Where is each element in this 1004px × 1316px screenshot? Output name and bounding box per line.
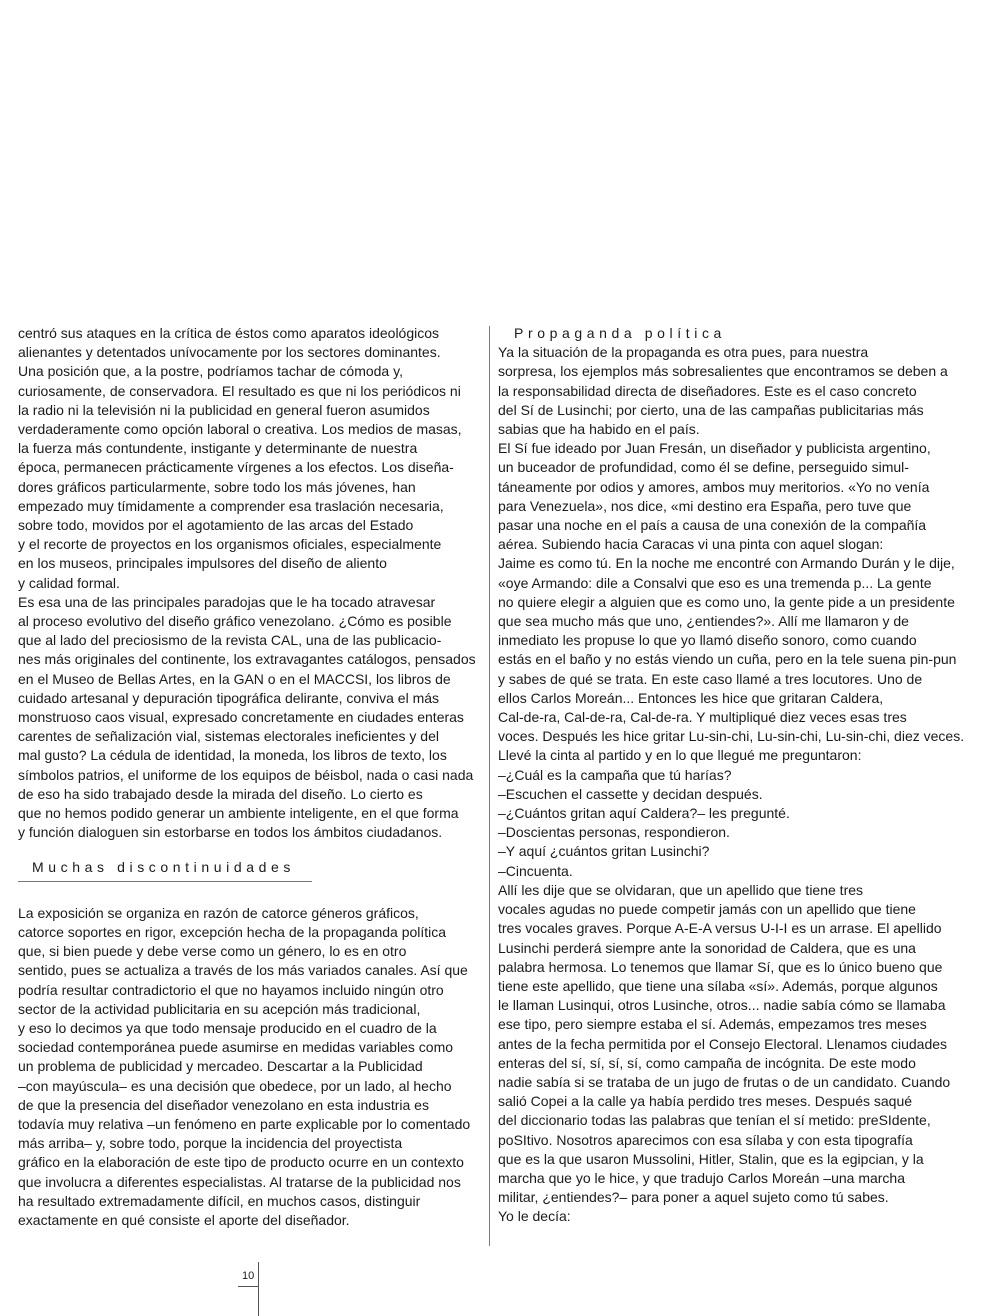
right-column — [498, 324, 974, 1227]
text-line: empezado muy tímidamente a comprender esa traslación necesaria, — [18, 497, 444, 514]
text-line: en los museos, principales impulsores del diseño de aliento — [18, 555, 387, 572]
text-line: militar, ¿entiendes?– para poner a aquel sujeto como tú sabes. — [498, 1189, 889, 1206]
text-line: y el recorte de proyectos en los organismos oficiales, especialmente — [18, 536, 442, 553]
text-line: mal gusto? La cédula de identidad, la moneda, los libros de texto, los — [18, 747, 447, 764]
text-line: –Y aquí ¿cuántos gritan Lusinchi? — [498, 843, 710, 860]
text-line: un buceador de profundidad, como él se define, perseguido simul- — [498, 459, 909, 476]
text-line: antes de la fecha permitida por el Consejo Electoral. Llenamos ciudades — [498, 1035, 948, 1052]
text-line: la responsabilidad directa de diseñadores. Este es el caso concreto — [498, 382, 917, 399]
text-line: alienantes y detentados unívocamente por los sectores dominantes. — [18, 344, 441, 361]
text-line: Una posición que, a la postre, podríamos tachar de cómoda y, — [18, 363, 403, 380]
text-line: la fuerza más contundente, instigante y determinante de nuestra — [18, 440, 418, 457]
text-line: un problema de publicidad y mercadeo. Descartar a la Publicidad — [18, 1058, 423, 1075]
text-line: Es esa una de las principales paradojas que le ha tocado atravesar — [18, 593, 436, 610]
text-line: le llaman Lusinqui, otros Lusinche, otros... nadie sabía cómo se llamaba — [498, 997, 946, 1014]
text-line: y calidad formal. — [18, 574, 120, 591]
text-line: dores gráficos particularmente, sobre todo los más jóvenes, han — [18, 478, 416, 495]
text-line: sector de la actividad publicitaria en su acepción más tradicional, — [18, 1000, 421, 1017]
text-line: Cal-de-ra, Cal-de-ra, Cal-de-ra. Y multipliqué diez veces esas tres — [498, 709, 907, 726]
page-number: 10 — [238, 1268, 259, 1287]
text-line: más arriba– y, sobre todo, porque la incidencia del proyectista — [18, 1135, 403, 1152]
text-line: nes más originales del continente, los extravagantes catálogos, pensados — [18, 651, 476, 668]
column-divider — [489, 326, 490, 1246]
text-line: pasar una noche en el país a causa de una conexión de la compañía — [498, 517, 927, 534]
text-line: del Sí de Lusinchi; por cierto, una de las campañas publicitarias más — [498, 401, 924, 418]
text-line: símbolos patrios, el uniforme de los equipos de béisbol, nada o casi nada — [18, 766, 474, 783]
text-line: que involucra a diferentes especialistas. Al tratarse de la publicidad nos — [18, 1173, 461, 1190]
text-line: época, permanecen prácticamente vírgenes a los efectos. Los diseña- — [18, 459, 454, 476]
text-line: y sabes de qué se trata. En este caso llamé a tres locutores. Uno de — [498, 670, 923, 687]
text-line: sobre todo, movidos por el agotamiento de las arcas del Estado — [18, 517, 414, 534]
text-line: –Cincuenta. — [498, 862, 573, 879]
text-line: vocales agudas no puede competir jamás con un apellido que tiene — [498, 901, 916, 918]
text-line: ellos Carlos Moreán... Entonces les hice que gritaran Caldera, — [498, 689, 884, 706]
text-line: sociedad contemporánea puede asumirse en medidas variables como — [18, 1039, 454, 1056]
text-line: El Sí fue ideado por Juan Fresán, un diseñador y publicista argentino, — [498, 440, 931, 457]
text-line: –Doscientas personas, respondieron. — [498, 824, 730, 841]
text-line: que, si bien puede y debe verse como un género, lo es en otro — [18, 943, 407, 960]
left-paragraph-block-2 — [18, 904, 488, 1230]
text-line: salió Copei a la calle ya había perdido tres meses. Después saqué — [498, 1093, 913, 1110]
text-line: –Escuchen el cassette y decidan después. — [498, 785, 763, 802]
text-line: que sea mucho más que uno, ¿entiendes?». Allí me llamaron y de — [498, 613, 909, 630]
text-line: que es la que usaron Mussolini, Hitler, Stalin, que es la egipcian, y la — [498, 1150, 924, 1167]
text-line: –¿Cuántos gritan aquí Caldera?– les pregunté. — [498, 805, 790, 822]
text-line: monstruoso caos visual, expresado concretamente en ciudades enteras — [18, 709, 464, 726]
text-line: para Venezuela», nos dice, «mi destino era España, pero tuve que — [498, 497, 912, 514]
section-heading-muchas-discontinuidades: Muchas discontinuidades — [18, 858, 312, 881]
text-line: todavía muy relativa –un fenómeno en parte explicable por lo comentado — [18, 1115, 471, 1132]
text-line: que al lado del preciosismo de la revista CAL, una de las publicacio- — [18, 632, 442, 649]
text-line: La exposición se organiza en razón de catorce géneros gráficos, — [18, 904, 419, 921]
text-line: que no hemos podido generar un ambiente inteligente, en el que forma — [18, 805, 459, 822]
text-line: sorpresa, los ejemplos más sobresalientes que encontramos se deben a — [498, 363, 948, 380]
text-line: Allí les dije que se olvidaran, que un apellido que tiene tres — [498, 881, 864, 898]
text-line: nadie sabía si se trataba de un jugo de frutas o de un candidato. Cuando — [498, 1073, 951, 1090]
text-line: tres vocales graves. Porque A-E-A versus U-I-I es un arrase. El apellido — [498, 920, 942, 937]
text-line: «oye Armando: dile a Consalvi que eso es una tremenda p... La gente — [498, 574, 932, 591]
text-line: ha resultado extremadamente difícil, en muchos casos, distinguir — [18, 1192, 421, 1209]
text-line: carentes de señalización vial, sistemas electorales ineficientes y del — [18, 728, 439, 745]
text-line: al proceso evolutivo del diseño gráfico venezolano. ¿Cómo es posible — [18, 613, 452, 630]
text-line: exactamente en qué consiste el aporte del diseñador. — [18, 1211, 350, 1228]
text-line: inmediato les propuse lo que yo llamó diseño sonoro, como cuando — [498, 632, 917, 649]
text-line: voces. Después les hice gritar Lu-sin-chi, Lu-sin-chi, Lu-sin-chi, diez veces. — [498, 728, 965, 745]
text-line: de que la presencia del diseñador venezolano en esta industria es — [18, 1096, 429, 1113]
text-line: catorce soportes en rigor, excepción hecha de la propaganda política — [18, 923, 447, 940]
text-line: Jaime es como tú. En la noche me encontré con Armando Durán y le dije, — [498, 555, 955, 572]
text-line: poSItivo. Nosotros aparecimos con esa sílaba y con esta tipografía — [498, 1131, 913, 1148]
text-line: la radio ni la televisión ni la publicidad en general fueron asumidos — [18, 401, 430, 418]
text-line: tiene este apellido, que tiene una sílaba «sí». Además, porque algunos — [498, 977, 938, 994]
text-line: de eso ha sido trabajado desde la mirada del diseño. Lo cierto es — [18, 785, 423, 802]
text-line: táneamente por odios y amores, ambos muy meritorios. «Yo no venía — [498, 478, 930, 495]
text-line: ese tipo, pero siempre estaba el sí. Además, empezamos tres meses — [498, 1016, 927, 1033]
text-line: aérea. Subiendo hacia Caracas vi una pinta con aquel slogan: — [498, 536, 884, 553]
text-line: marcha que yo le hice, y que tradujo Carlos Moreán –una marcha — [498, 1169, 905, 1186]
text-line: centró sus ataques en la crítica de éstos como aparatos ideológicos — [18, 325, 440, 341]
text-line: palabra hermosa. Lo tenemos que llamar Sí, que es lo único bueno que — [498, 958, 943, 975]
text-line: estás en el baño y no estás viendo un cuña, pero en la tele suena pin-pun — [498, 651, 957, 668]
text-line: en el Museo de Bellas Artes, en la GAN o en el MACCSI, los libros de — [18, 670, 451, 687]
right-paragraph-block — [498, 343, 974, 1226]
section-heading-propaganda-politica: Propaganda política — [514, 325, 726, 341]
text-line: no quiere elegir a alguien que es como uno, la gente pide a un presidente — [498, 593, 955, 610]
text-line: Lusinchi perderá siempre ante la sonoridad de Caldera, que es una — [498, 939, 916, 956]
text-line: sabias que ha habido en el país. — [498, 421, 700, 438]
text-line: Yo le decía: — [498, 1208, 571, 1225]
left-column — [18, 324, 488, 1230]
text-line: gráfico en la elaboración de este tipo de producto ocurre en un contexto — [18, 1154, 464, 1171]
text-line: verdaderamente como opción laboral o creativa. Los medios de masas, — [18, 421, 462, 438]
text-line: Ya la situación de la propaganda es otra pues, para nuestra — [498, 344, 869, 361]
text-line: Llevé la cinta al partido y en lo que llegué me preguntaron: — [498, 747, 862, 764]
text-line: podría resultar contradictorio el que no hayamos incluido ningún otro — [18, 981, 444, 998]
text-line: sentido, pues se actualiza a través de los más variados canales. Así que — [18, 962, 468, 979]
text-line: enteras del sí, sí, sí, sí, como campaña de incógnita. De este modo — [498, 1054, 916, 1071]
text-line: cuidado artesanal y depuración tipográfica delirante, conviva el más — [18, 689, 440, 706]
text-line: y eso lo decimos ya que todo mensaje producido en el cuadro de la — [18, 1019, 437, 1036]
text-line: –con mayúscula– es una decisión que obedece, por un lado, al hecho — [18, 1077, 452, 1094]
text-line: –¿Cuál es la campaña que tú harías? — [498, 766, 732, 783]
text-line: y función dialoguen sin estorbarse en todos los ámbitos ciudadanos. — [18, 824, 443, 841]
text-line: del diccionario todas las palabras que tenían el sí metido: preSIdente, — [498, 1112, 931, 1129]
text-line: curiosamente, de conservadora. El resultado es que ni los periódicos ni — [18, 382, 461, 399]
left-paragraph-block-1 — [18, 324, 488, 842]
